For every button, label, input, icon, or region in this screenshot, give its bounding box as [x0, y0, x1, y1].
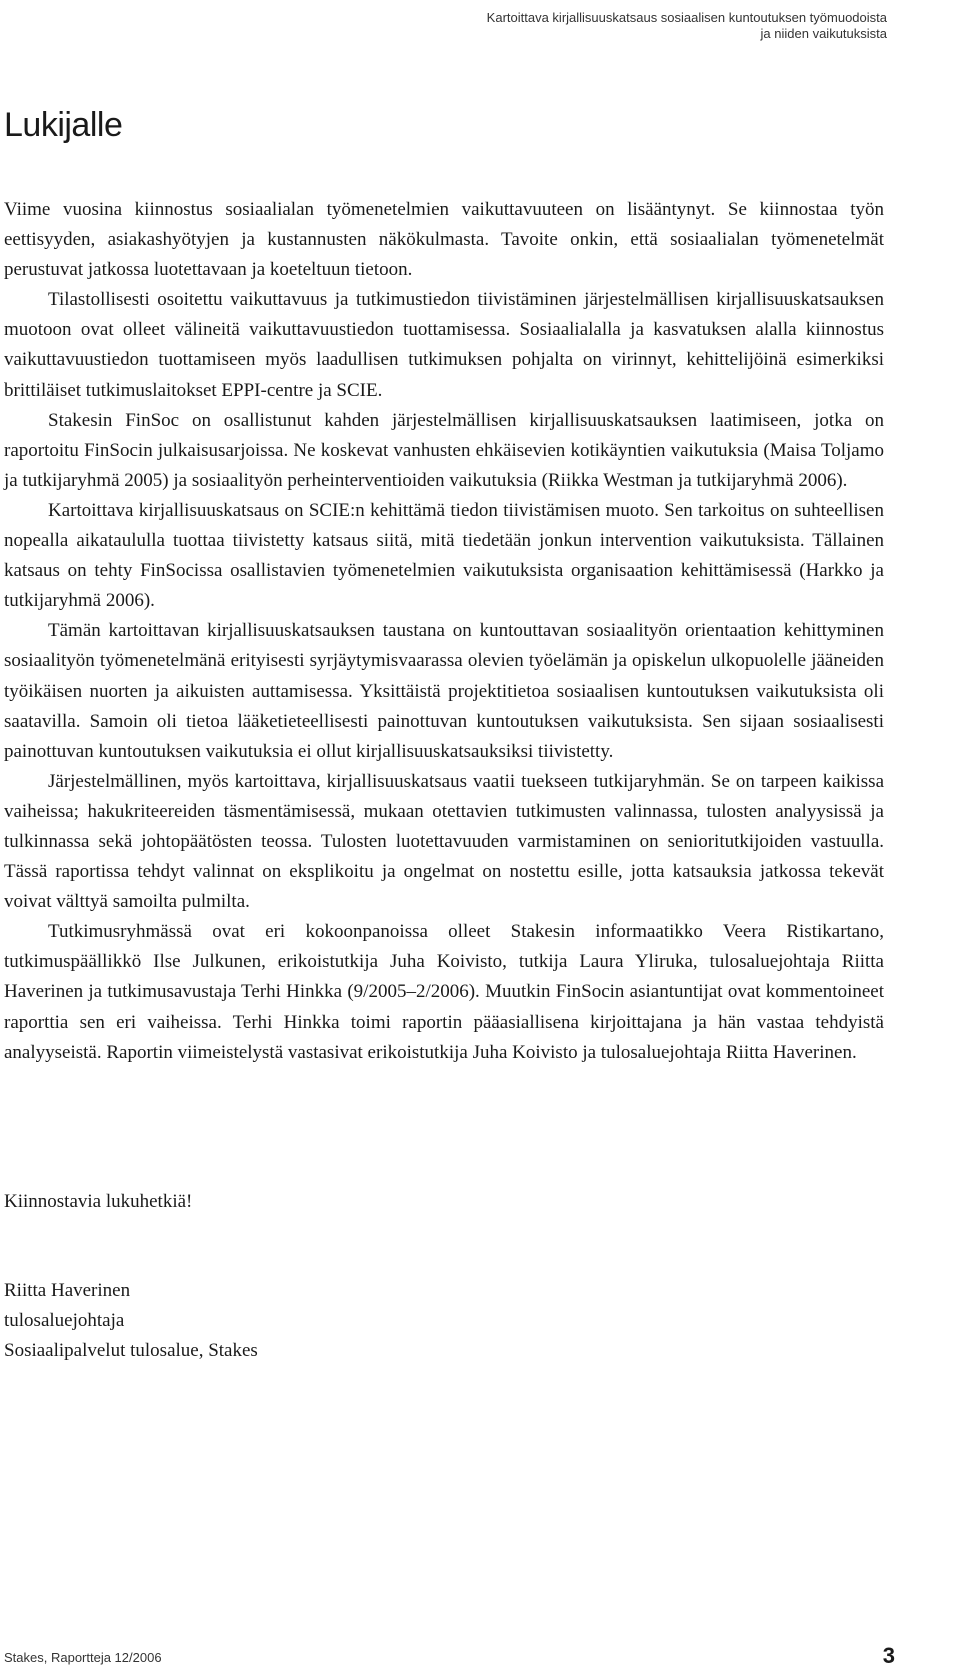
signature-block: [4, 1276, 258, 1366]
page-number: 3: [882, 1643, 895, 1668]
body-text: [4, 195, 884, 1068]
closing-greeting: Kiinnostavia lukuhetkiä!: [4, 1191, 193, 1212]
signature-name: Riitta Haverinen: [4, 1280, 131, 1301]
paragraph-2: Tilastollisesti osoitettu vaikuttavuus ja tutkimustiedon tiivistäminen järjestelmällisen kirjallisuuskatsauksen muotoon ovat olleet välineitä vaikuttavuustiedon tuottamisessa. Sosiaalialalla ja kasvatuksen alalla kiinnostus vaikuttavuustiedon tuottamiseen myös laadullisen tutkimuksen pohjalta on virinnyt, kehittelijöinä esimerkiksi brittiläiset tutkimuslaitokset EPPI-centre ja SCIE.: [4, 289, 884, 401]
running-header: [487, 10, 887, 42]
page-title: Lukijalle: [4, 106, 123, 144]
signature-role: tulosaluejohtaja: [4, 1310, 125, 1331]
paragraph-6: Järjestelmällinen, myös kartoittava, kirjallisuuskatsaus vaatii tuekseen tutkijaryhmän. Se on tarpeen kaikissa vaiheissa; hakukriteereiden täsmentämisessä, mukaan otettavien tutkimusten valinnassa, tulosten analyysissä ja tulkinnassa sekä johtopäätösten teossa. Tulosten luotettavuuden varmistaminen on senioritutkijoiden vastuulla. Tässä raportissa tehdyt valinnat on eksplikoitu ja ongelmat on nostettu esille, jotta katsauksia jatkossa tekevät voivat välttyä samoilta pulmilta.: [4, 770, 884, 913]
paragraph-5: Tämän kartoittavan kirjallisuuskatsauksen taustana on kuntouttavan sosiaalityön orientaation kehittyminen sosiaalityön työmenetelmänä erityisesti syrjäytymisvaarassa olevien työelämän ja opiskelun ulkopuolelle jääneiden työikäisen nuorten ja aikuisten auttamisessa. Yksittäistä projektitietoa sosiaalisen kuntoutuksen vaikutuksista oli saatavilla. Samoin oli tietoa lääketieteellisesti painottuvan kuntoutuksen vaikutuksista. Sen sijaan sosiaalisesti painottuvan kuntoutuksen vaikutuksia ei ollut kirjallisuuskatsauksiksi tiivistetty.: [4, 620, 884, 762]
signature-unit: Sosiaalipalvelut tulosalue, Stakes: [4, 1340, 258, 1361]
footer-publication: Stakes, Raportteja 12/2006: [4, 1650, 162, 1665]
running-header-line-2: ja niiden vaikutuksista: [760, 26, 887, 41]
paragraph-1: Viime vuosina kiinnostus sosiaalialan työmenetelmien vaikuttavuuteen on lisääntynyt. Se kiinnostaa työn eettisyyden, asiakashyötyjen ja kustannusten näkökulmasta. Tavoite onkin, että sosiaalialan työmenetelmät perustuvat jatkossa luotettavaan ja koeteltuun tietoon.: [4, 199, 884, 281]
paragraph-4: Kartoittava kirjallisuuskatsaus on SCIE:n kehittämä tiedon tiivistämisen muoto. Sen tarkoitus on suhteellisen nopealla aikataululla tuottaa tiivistetty katsaus siitä, mitä tiedetään jonkun intervention vaikutuksista. Tällainen katsaus on tehty FinSocissa osallistavien työmenetelmien vaikutuksista organisaation kehittämisessä (Harkko ja tutkijaryhmä 2006).: [4, 499, 884, 612]
running-header-line-1: Kartoittava kirjallisuuskatsaus sosiaalisen kuntoutuksen työmuodoista: [486, 10, 887, 25]
paragraph-3: Stakesin FinSoc on osallistunut kahden järjestelmällisen kirjallisuuskatsauksen laatimiseen, jotka on raportoitu FinSocin julkaisusarjoissa. Ne koskevat vanhusten ehkäisevien kotikäyntien vaikutuksia (Maisa Toljamo ja tutkijaryhmä 2005) ja sosiaalityön perheinterventioiden vaikutuksia (Riikka Westman ja tutkijaryhmä 2006).: [4, 409, 884, 491]
paragraph-7: Tutkimusryhmässä ovat eri kokoonpanoissa olleet Stakesin informaatikko Veera Ristikartano, tutkimuspäällikkö Ilse Julkunen, erikoistutkija Juha Koivisto, tutkija Laura Yliruka, tulosaluejohtaja Riitta Haverinen ja tutkimusavustaja Terhi Hinkka (9/2005–2/2006). Muutkin FinSocin asiantuntijat ovat kommentoineet raporttia sen eri vaiheissa. Terhi Hinkka toimi raportin pääasiallisena kirjoittajana ja hän vastaa tehdyistä analyyseistä. Raportin viimeistelystä vastasivat erikoistutkija Juha Koivisto ja tulosaluejohtaja Riitta Haverinen.: [4, 921, 884, 1063]
